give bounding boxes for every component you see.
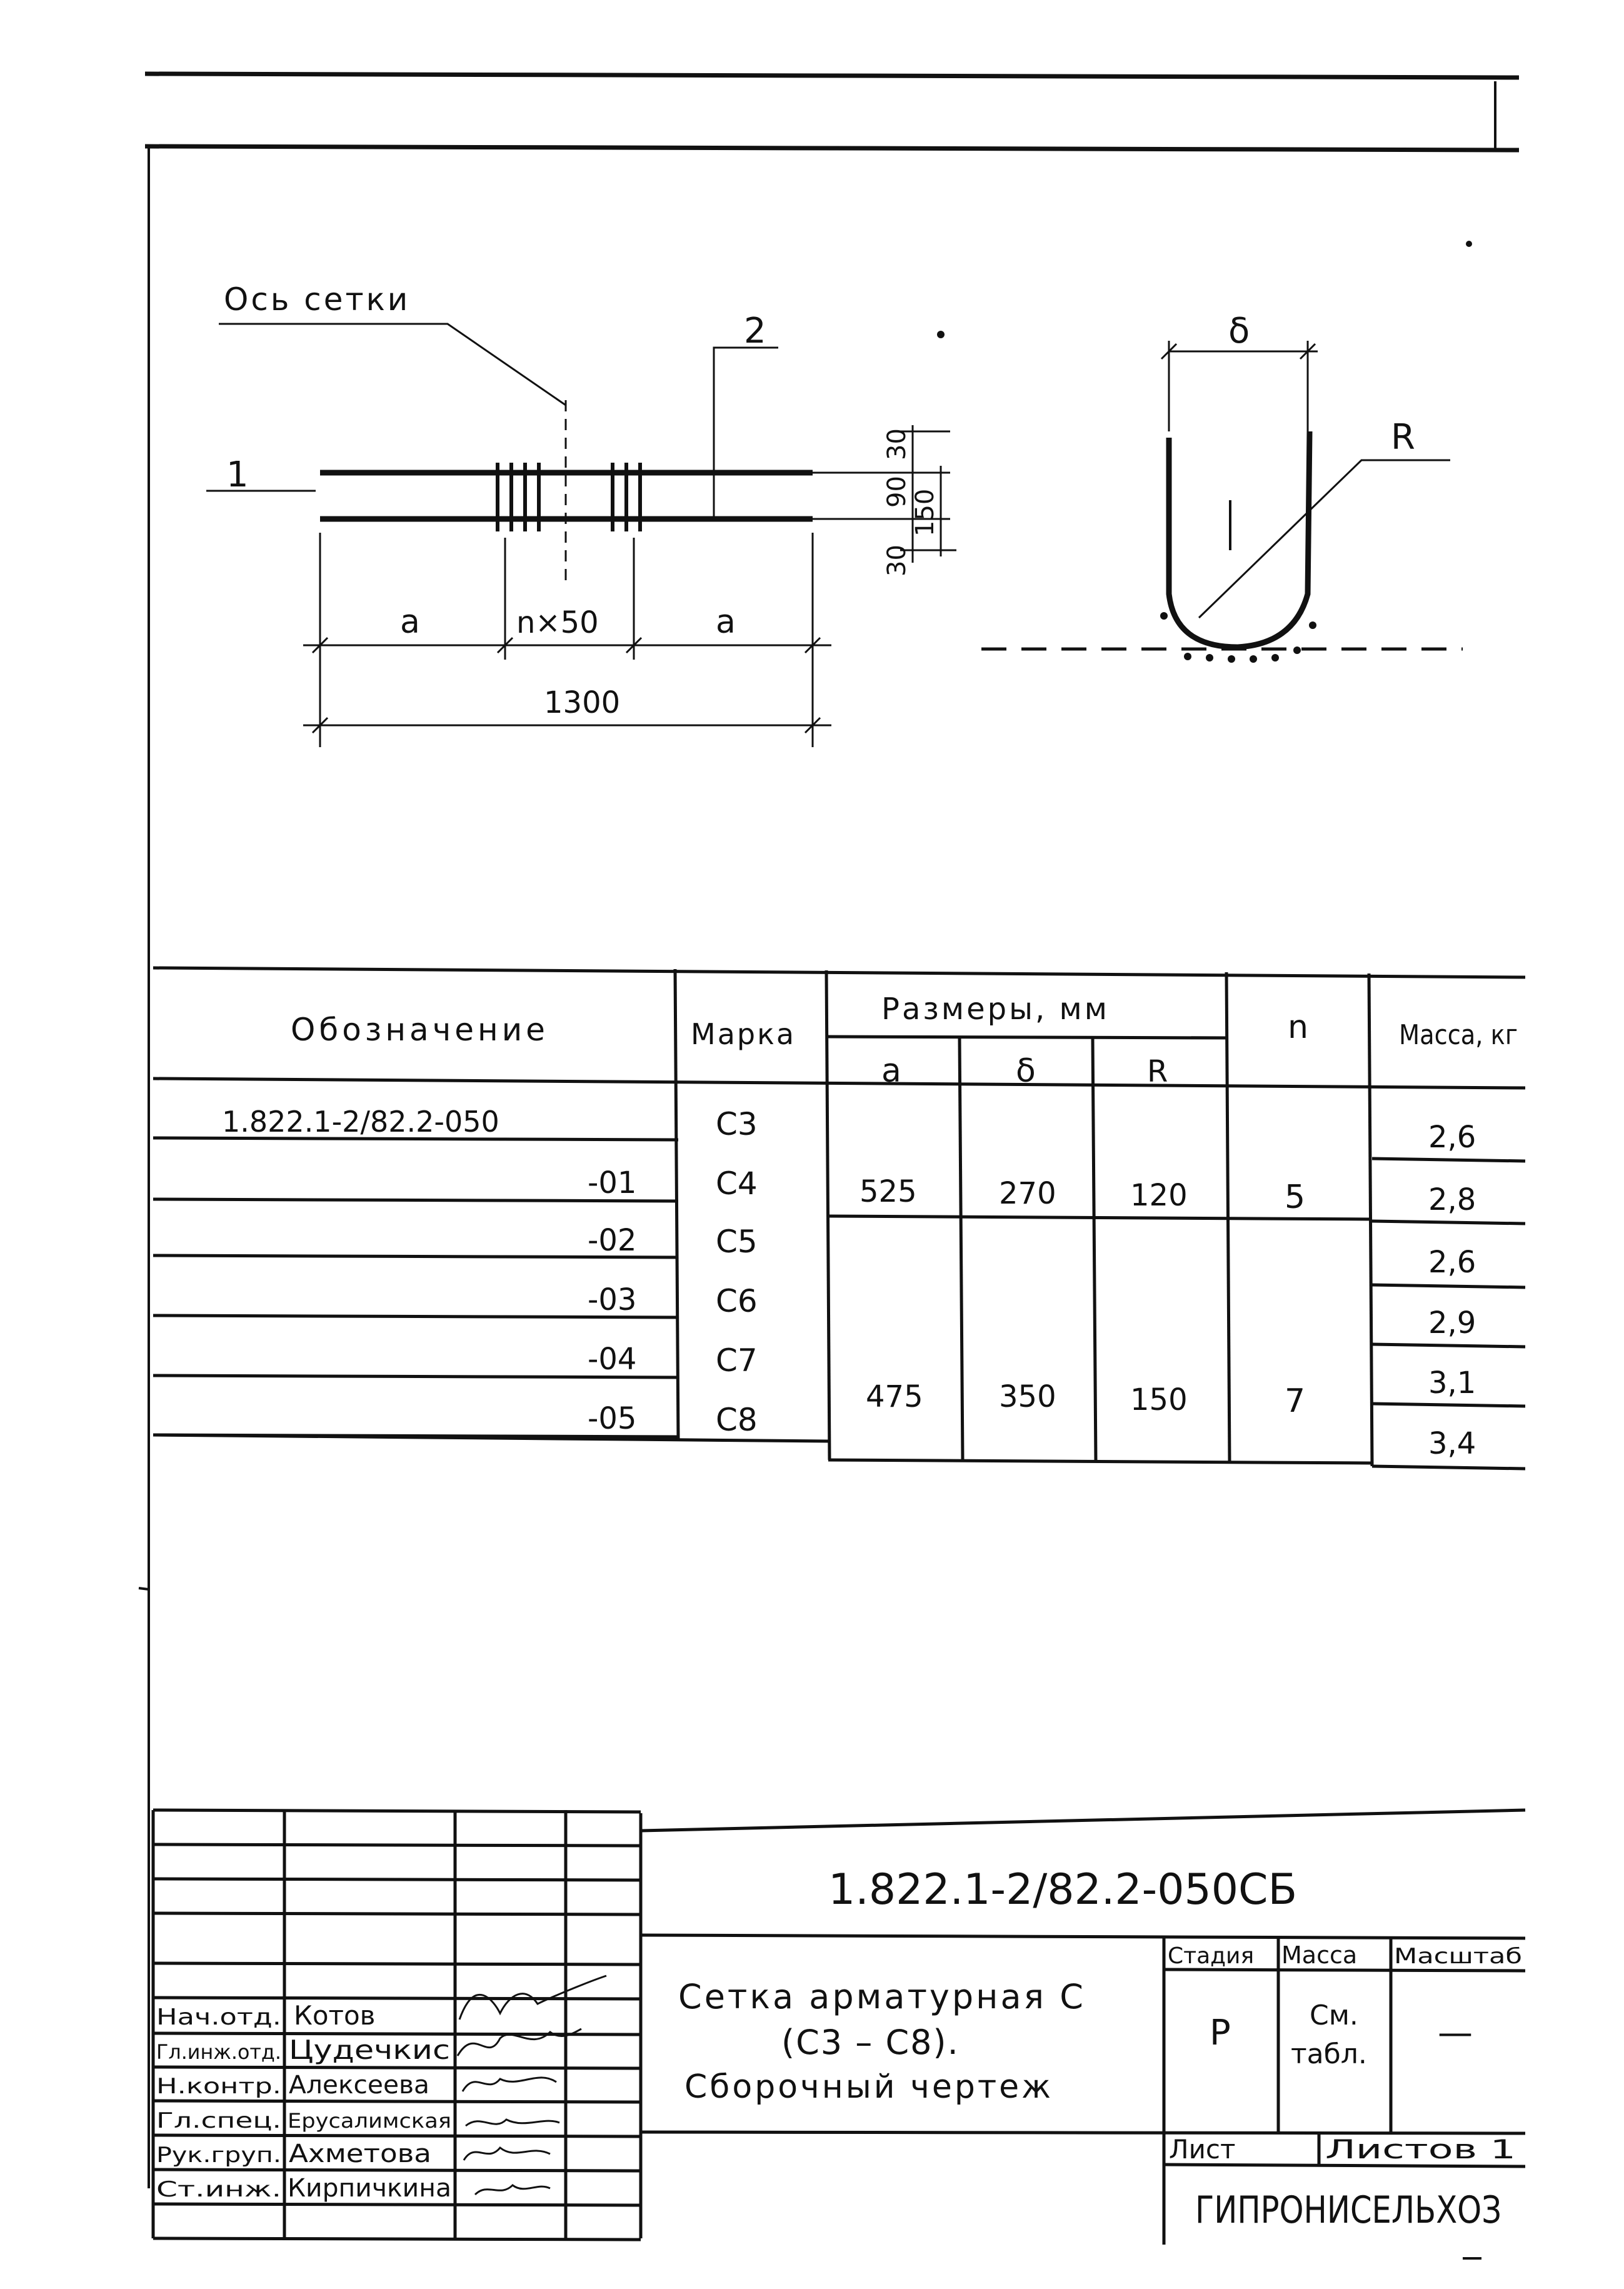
dim-30-bottom: 30 <box>883 545 911 576</box>
row-4-mark: С7 <box>716 1342 758 1379</box>
mesh-cross-section <box>937 241 1472 663</box>
sig-role-0: Нач.отд. <box>156 2005 281 2030</box>
mesh-plan-view <box>206 281 956 747</box>
row-0-designation: 1.822.1-2/82.2-050 <box>222 1105 499 1139</box>
group-1-delta: 350 <box>999 1379 1056 1414</box>
row-2-mass: 2,6 <box>1428 1245 1476 1280</box>
sig-role-1: Гл.инж.отд. <box>156 2040 281 2064</box>
stage-label: Стадия <box>1168 1943 1255 1969</box>
axis-label: Ось сетки <box>224 281 411 318</box>
row-0-mass: 2,6 <box>1428 1120 1476 1155</box>
doc-code: 1.822.1-2/82.2-050СБ <box>828 1865 1298 1914</box>
header-designation: Обозначение <box>291 1012 549 1048</box>
sig-name-3: Ерусалимская <box>288 2109 451 2133</box>
header-mark: Марка <box>691 1017 796 1051</box>
mass-label: Масса <box>1281 1941 1358 1969</box>
dim-a-left: a <box>400 603 420 641</box>
dim-150: 150 <box>911 488 940 536</box>
header-r: R <box>1147 1054 1168 1089</box>
row-4-mass: 3,1 <box>1428 1366 1476 1401</box>
sig-name-2: Алексеева <box>289 2071 429 2100</box>
scale-label: Масштаб <box>1394 1944 1522 1969</box>
title-block <box>153 1810 1525 2245</box>
group-0-a: 525 <box>860 1174 917 1209</box>
stage-value: Р <box>1210 2013 1231 2053</box>
title-line-1: Сетка арматурная С <box>678 1977 1086 2016</box>
row-4-designation: -04 <box>588 1342 637 1377</box>
sheet-label: Лист <box>1169 2134 1236 2165</box>
row-5-mass: 3,4 <box>1428 1426 1476 1461</box>
group-0-n: 5 <box>1285 1179 1306 1216</box>
sheets-label: Листов 1 <box>1325 2134 1516 2165</box>
row-3-mark: С6 <box>716 1283 758 1319</box>
sig-name-1: Цудечкис <box>289 2035 450 2065</box>
row-5-mark: С8 <box>716 1402 758 1438</box>
scale-value: — <box>1438 2013 1473 2053</box>
sig-name-4: Ахметова <box>289 2140 431 2168</box>
sig-role-2: Н.контр. <box>156 2074 281 2099</box>
row-2-mark: С5 <box>716 1224 758 1260</box>
section-radius-label: R <box>1391 417 1415 458</box>
sig-role-5: Ст.инж. <box>156 2177 281 2202</box>
sig-name-0: Котов <box>294 2000 376 2031</box>
section-width-label: δ <box>1228 311 1250 351</box>
row-1-mark: С4 <box>716 1165 758 1202</box>
row-1-designation: -01 <box>588 1165 637 1200</box>
group-1-n: 7 <box>1285 1382 1306 1420</box>
row-2-designation: -02 <box>588 1223 637 1258</box>
dim-a-right: a <box>716 603 736 641</box>
sig-role-3: Гл.спец. <box>156 2108 281 2133</box>
header-n: n <box>1288 1009 1308 1046</box>
handwritten-signatures <box>458 1976 606 2195</box>
header-mass: Масса, кг <box>1399 1019 1518 1051</box>
dim-pitch: n×50 <box>516 605 599 640</box>
mass-value-2: табл. <box>1291 2038 1367 2070</box>
dim-total: 1300 <box>544 685 621 720</box>
mass-value-1: См. <box>1310 2000 1358 2031</box>
header-delta: δ <box>1016 1052 1036 1090</box>
dim-30-top: 30 <box>883 428 911 460</box>
row-3-designation: -03 <box>588 1282 637 1317</box>
header-sizes: Размеры, мм <box>881 992 1110 1027</box>
row-1-mass: 2,8 <box>1428 1182 1476 1217</box>
specification-table <box>153 968 1525 1469</box>
sig-role-4: Рук.груп. <box>156 2143 281 2168</box>
group-0-r: 120 <box>1130 1178 1188 1213</box>
group-1-r: 150 <box>1130 1382 1188 1417</box>
dim-90: 90 <box>883 476 911 508</box>
header-a: a <box>881 1052 901 1090</box>
sig-name-5: Кирпичкина <box>288 2174 451 2203</box>
row-3-mass: 2,9 <box>1428 1305 1476 1341</box>
row-5-designation: -05 <box>588 1401 637 1436</box>
row-0-mark: С3 <box>716 1106 758 1142</box>
group-0-delta: 270 <box>999 1176 1056 1211</box>
callout-1: 1 <box>226 455 249 495</box>
organization: ГИПРОНИСЕЛЬХОЗ <box>1195 2188 1501 2232</box>
group-1-a: 475 <box>866 1379 923 1414</box>
callout-2: 2 <box>744 311 766 351</box>
title-line-3: Сборочный чертеж <box>684 2068 1053 2106</box>
title-line-2: (С3 – С8). <box>781 2023 960 2062</box>
